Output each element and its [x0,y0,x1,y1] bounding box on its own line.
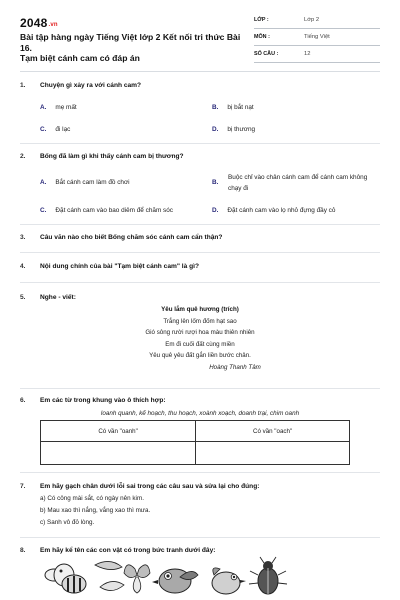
poem-line: Em đi cuối đất cùng miền [165,340,235,348]
question-divider [20,472,380,473]
option-letter: D. [212,126,219,133]
option-b[interactable] [212,104,254,111]
leaf-icon [95,561,124,590]
option-letter: C. [40,207,47,214]
poem-line: Trắng lên lốm đốm hạt sao [163,317,237,325]
option-letter: A. [40,104,47,111]
option-d[interactable] [212,207,335,214]
question-divider [20,388,380,389]
column-header-oach: Có vần "oach" [196,421,350,442]
meta-label: MÔN : [254,34,270,40]
meta-label: SỐ CÂU : [254,51,279,57]
document-title-line-1: Bài tập hàng ngày Tiếng Việt lớp 2 Kết nối tri thức Bài 16. [20,32,241,53]
logo-tld: .vn [48,22,58,28]
meta-value: Lớp 2 [304,17,320,23]
poem-line: Gió sông rười rượi hoa màu thiên nhiên [145,329,255,337]
question-number: 8. [20,547,26,554]
meta-row-subject [254,31,380,46]
question-number: 6. [20,397,26,404]
beetle-icon [249,557,287,594]
option-text: mẹ mất [55,104,77,111]
option-c[interactable] [40,207,173,214]
sorting-table [40,420,350,465]
poem [20,304,380,374]
option-d[interactable] [212,126,255,133]
meta-value: 12 [304,51,311,57]
question-text: Câu văn nào cho biết Bống chăm sóc cánh cam cẩn thận? [40,234,223,241]
option-letter: B. [212,179,219,186]
bee-icon [45,564,86,593]
butterfly-icon [124,565,150,593]
meta-row-grade [254,14,380,29]
word-box: loanh quanh, kế hoạch, thu hoạch, xoành xoạch, doanh trại, chim oanh [100,410,300,417]
sentence-a: a) Có công mài sắt, có ngày nên kim. [40,495,144,502]
header-divider [20,71,380,72]
option-c[interactable] [40,126,70,133]
option-text: Đặt cánh cam vào lọ nhỏ đựng đầy cỏ [227,207,336,214]
option-a[interactable] [40,179,130,186]
question-text: Em hãy gạch chân dưới lỗi sai trong các câu sau và sửa lại cho đúng: [40,483,260,490]
option-a[interactable] [40,104,77,111]
document-title [20,32,246,64]
option-letter: C. [40,126,47,133]
meta-value: Tiếng Việt [304,34,330,40]
option-text: đi lạc [55,126,71,133]
question-number: 4. [20,263,26,270]
question-number: 2. [20,153,26,160]
question-number: 1. [20,82,26,89]
answer-cell-oanh[interactable] [41,442,196,465]
meta-row-count [254,48,380,63]
option-letter: B. [212,104,219,111]
option-text: Bắt cánh cam làm đồ chơi [55,179,130,186]
sentence-b: b) Mau xao thì nắng, vắng xao thì mưa. [40,507,151,514]
answer-cell-oach[interactable] [196,442,350,465]
animals-illustration [40,555,290,600]
option-text: Buộc chỉ vào chân cánh cam để cánh cam không chạy đi [228,174,368,192]
question-number: 3. [20,234,26,241]
option-text: Đặt cánh cam vào bao diêm để chăm sóc [55,207,173,214]
option-b[interactable] [212,173,380,194]
meta-label: LỚP : [254,17,269,23]
question-divider [20,282,380,283]
question-text: Em hãy kể tên các con vật có trong bức tranh dưới đây: [40,547,216,554]
question-number: 5. [20,294,26,301]
sentence-c: c) Sanh vô đỏ lòng. [40,519,95,526]
poem-line: Yêu quê yêu đất gắn liền bước chân. [149,352,251,360]
document-title-line-2: Tạm biệt cánh cam có đáp án [20,53,140,63]
option-text: bị bắt nạt [227,104,254,111]
option-letter: A. [40,179,47,186]
question-number: 7. [20,483,26,490]
question-text: Nghe - viết: [40,294,76,301]
poem-author: Hoàng Thanh Tâm [209,363,261,371]
document-meta [254,14,380,65]
site-logo[interactable] [20,16,58,30]
question-text: Chuyện gì xảy ra với cánh cam? [40,82,142,89]
question-text: Bống đã làm gì khi thấy cánh cam bị thương? [40,153,184,160]
question-divider [20,224,380,225]
sparrow-icon [212,568,246,594]
question-text: Nội dung chính của bài "Tạm biệt cánh cam" là gì? [40,263,200,270]
worksheet-header [20,14,380,74]
option-text: bị thương [227,126,256,133]
question-divider [20,252,380,253]
question-text: Em các từ trong khung vào ô thích hợp: [40,397,166,404]
bird-icon [152,569,198,593]
poem-title: Yêu lắm quê hương (trích) [161,306,239,313]
column-header-oanh: Có vần "oanh" [41,421,196,442]
logo-text: 2048 [20,16,48,30]
question-divider [20,143,380,144]
option-letter: D. [212,207,219,214]
question-divider [20,537,380,538]
